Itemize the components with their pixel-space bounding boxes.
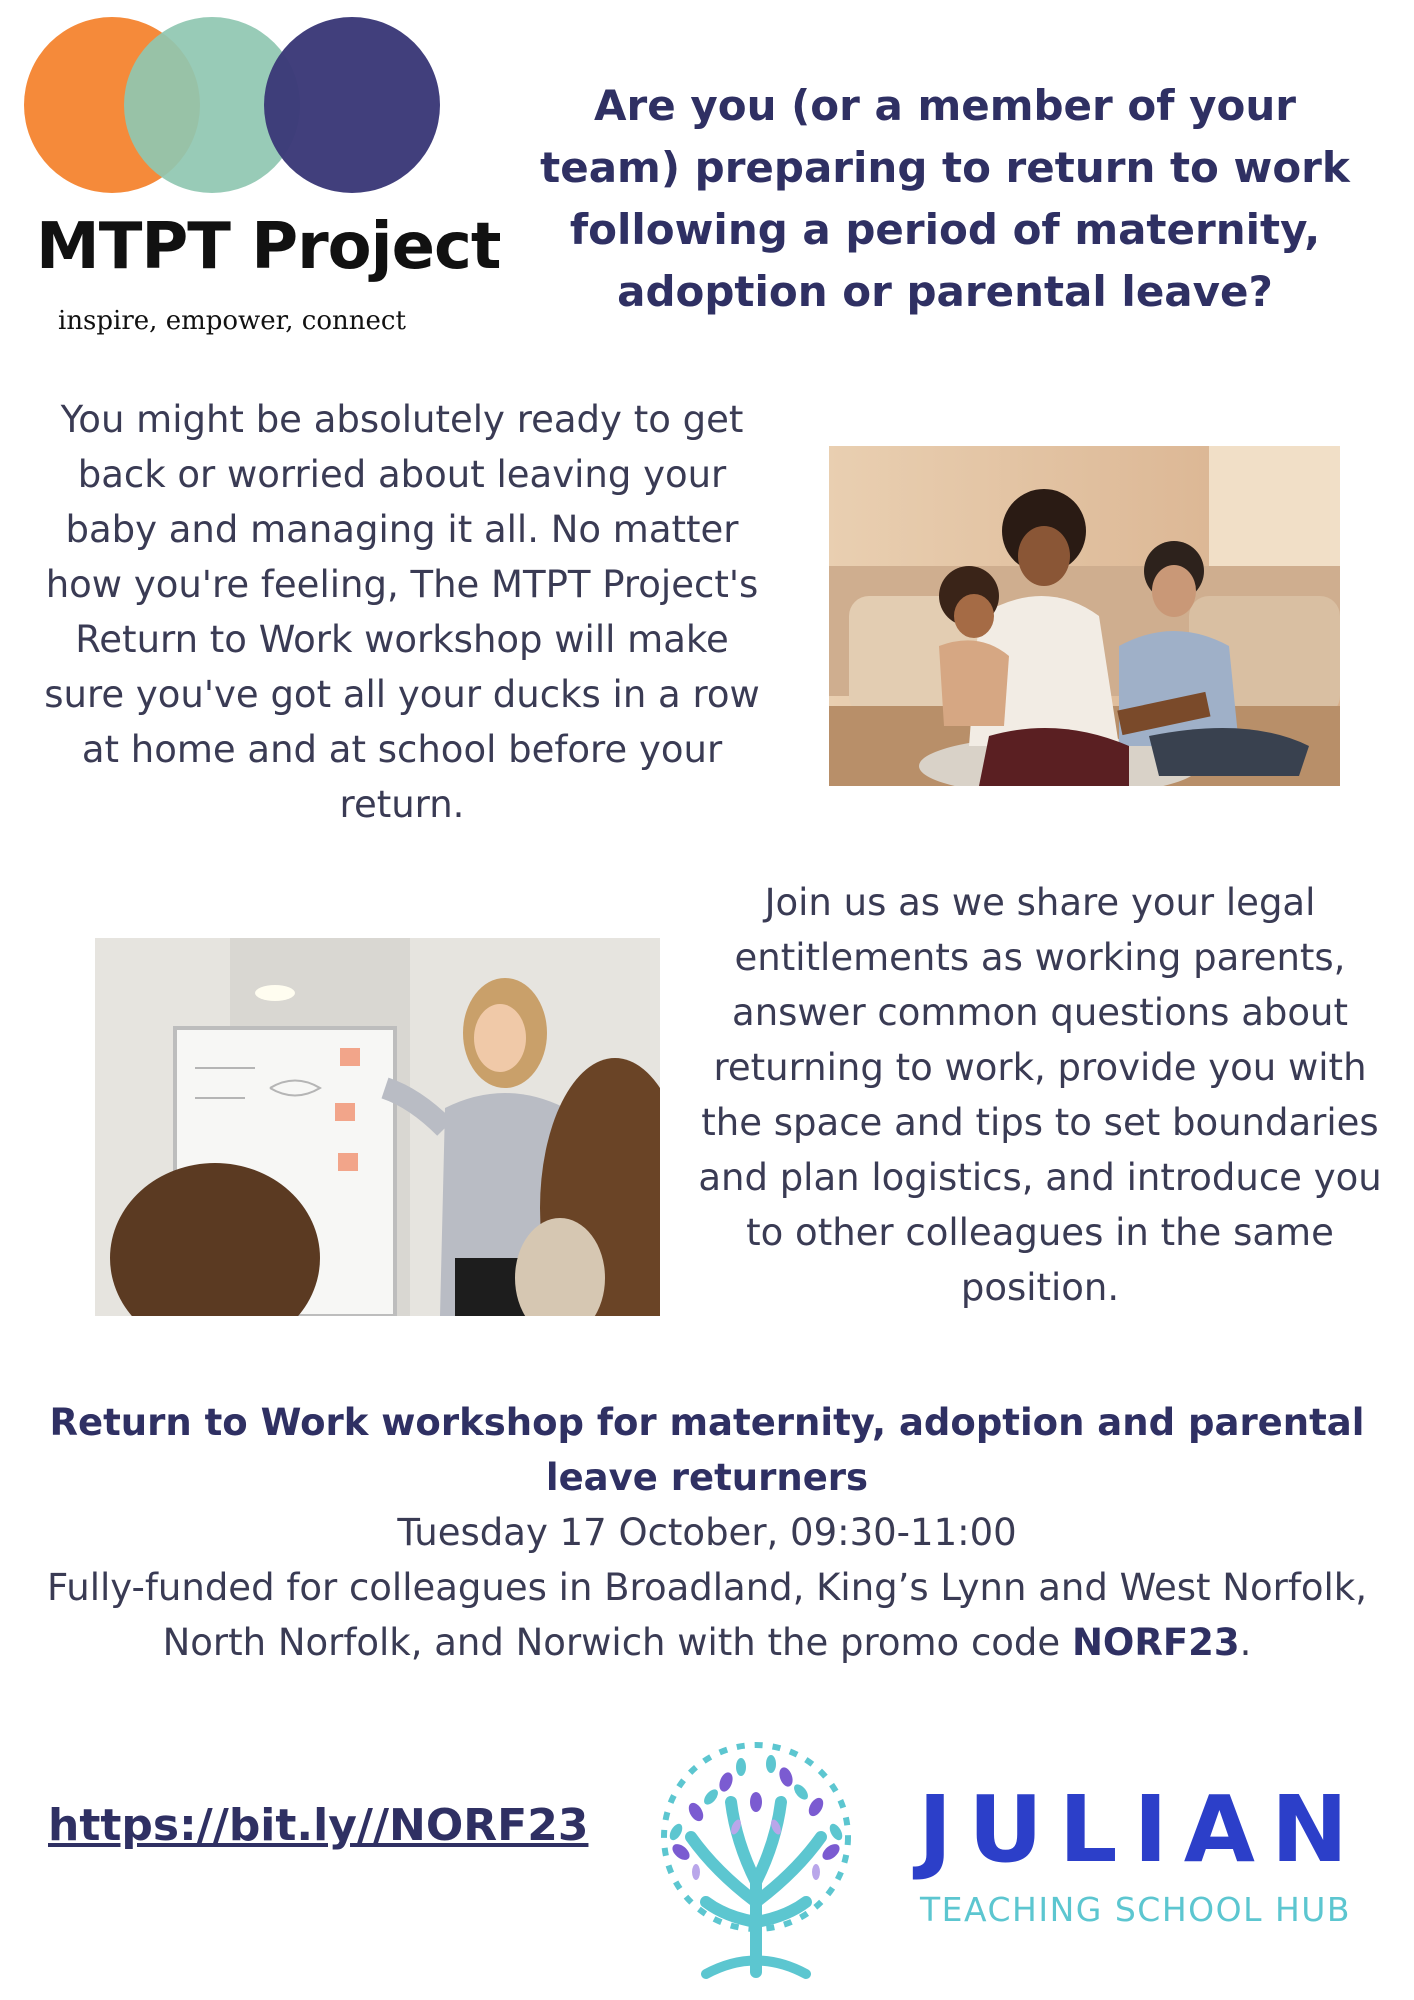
page-headline: Are you (or a member of your team) preparing to return to work following a period of maternity, adoption or parental leave?	[540, 81, 1350, 316]
booking-link[interactable]: https://bit.ly//NORF23	[48, 1800, 589, 1851]
intro-paragraph: You might be absolutely ready to get back or worried about leaving your baby and managing it all. No matter how you're feeling, The MTPT Project's Return to Work workshop will make sure you've got all your ducks in a row at home and at school before your return.	[44, 398, 760, 826]
event-funding	[20, 1560, 1394, 1670]
promo-code: NORF23	[1071, 1621, 1240, 1664]
workshop-photo	[95, 938, 660, 1316]
family-photo-image	[829, 446, 1340, 786]
event-title: Return to Work workshop for maternity, adoption and parental leave returners	[49, 1401, 1365, 1499]
logo-title: MTPT Project	[36, 210, 501, 284]
tree-icon	[636, 1742, 876, 1982]
join-paragraph: Join us as we share your legal entitlements as working parents, answer common questions about returning to work, provide you with the space and tips to set boundaries and plan logistics, and introduce you to other colleagues in the same position.	[698, 881, 1382, 1309]
workshop-photo-image	[95, 938, 660, 1316]
logo-circles-icon	[22, 10, 482, 210]
event-date-time: Tuesday 17 October, 09:30-11:00	[397, 1511, 1017, 1554]
julian-wordmark: JULIAN	[918, 1776, 1364, 1883]
event-details	[20, 1505, 1394, 1670]
funding-text: Fully-funded for colleagues in Broadland, King’s Lynn and West Norfolk, North Norfolk, and Norwich with the promo code	[47, 1566, 1367, 1664]
julian-subtitle: TEACHING SCHOOL HUB	[920, 1890, 1352, 1929]
julian-tree-logo	[636, 1742, 876, 1982]
funding-trailing: .	[1239, 1621, 1252, 1664]
logo-tagline: inspire, empower, connect	[58, 306, 406, 336]
family-photo	[829, 446, 1340, 786]
mtpt-logo	[22, 10, 501, 340]
